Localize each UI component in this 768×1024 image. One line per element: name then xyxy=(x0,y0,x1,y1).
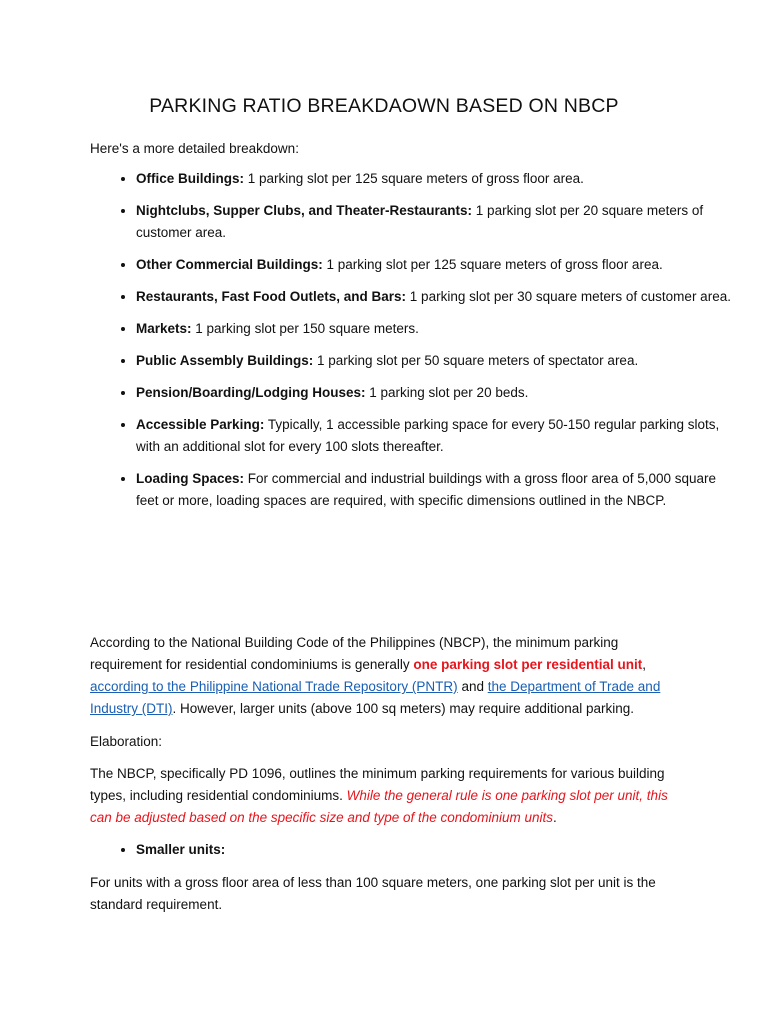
paragraph-text: . xyxy=(553,810,557,825)
pntr-link[interactable]: according to the Philippine National Trade Repository (PNTR) xyxy=(90,679,458,694)
item-text: 1 parking slot per 20 square meters of customer area. xyxy=(136,203,704,240)
highlight-text: While the general rule is one parking slot per unit, this can be adjusted based on the specific size and type of the condominium units xyxy=(90,788,668,825)
item-label: Nightclubs, Supper Clubs, and Theater-Restaurants: xyxy=(136,203,473,218)
page-title: PARKING RATIO BREAKDAOWN BASED ON NBCP xyxy=(149,95,619,117)
item-label: Office Buildings: xyxy=(136,171,244,186)
item-text: 1 parking slot per 20 beds. xyxy=(365,385,529,400)
item-label: Pension/Boarding/Lodging Houses: xyxy=(136,385,366,400)
item-label: Public Assembly Buildings: xyxy=(136,353,314,368)
list-item xyxy=(136,318,736,340)
item-text: 1 parking slot per 30 square meters of customer area. xyxy=(406,289,731,304)
item-text: 1 parking slot per 150 square meters. xyxy=(191,321,419,336)
separator-text: , xyxy=(642,657,646,672)
smaller-units-list xyxy=(90,839,225,861)
paragraph-text: . However, larger units (above 100 sq meters) may require additional parking. xyxy=(172,701,634,716)
list-item xyxy=(136,350,736,372)
list-item xyxy=(136,414,736,458)
list-item xyxy=(136,254,736,276)
item-text: 1 parking slot per 50 square meters of spectator area. xyxy=(313,353,639,368)
item-label: Other Commercial Buildings: xyxy=(136,257,323,272)
list-item xyxy=(136,468,736,512)
paragraph-text: According to the National Building Code of the Philippines (NBCP), the minimum parking requirement for residential condominiums is generally xyxy=(90,635,619,672)
list-item xyxy=(136,382,736,404)
residential-paragraph xyxy=(90,632,680,720)
parking-ratio-list xyxy=(90,168,736,522)
highlight-text: one parking slot per residential unit xyxy=(413,657,643,672)
nbcp-paragraph xyxy=(90,763,680,829)
list-item: • Smaller units: xyxy=(136,839,225,861)
separator-text: and xyxy=(457,679,488,694)
item-text: For commercial and industrial buildings with a gross floor area of 5,000 square feet or more, loading spaces are required, with specific dimensions outlined in the NBCP. xyxy=(136,471,717,508)
item-label: Markets: xyxy=(136,321,192,336)
smaller-units-paragraph: For units with a gross floor area of less than 100 square meters, one parking slot per unit is the standard requirement. xyxy=(90,875,656,912)
list-item xyxy=(136,286,736,308)
item-label: Accessible Parking: xyxy=(136,417,265,432)
item-label: Loading Spaces: xyxy=(136,471,245,486)
item-text: Typically, 1 accessible parking space for every 50-150 regular parking slots, with an additional slot for every 100 slots thereafter. xyxy=(136,417,720,454)
list-item xyxy=(136,200,736,244)
dti-link[interactable]: the Department of Trade and Industry (DTI) xyxy=(90,679,661,716)
paragraph-text: The NBCP, specifically PD 1096, outlines the minimum parking requirements for various building types, including residential condominiums. xyxy=(90,766,665,803)
item-text: 1 parking slot per 125 square meters of gross floor area. xyxy=(244,171,584,186)
list-item xyxy=(136,168,736,190)
intro-text: Here's a more detailed breakdown: xyxy=(90,141,299,156)
elaboration-heading: Elaboration: xyxy=(90,734,163,749)
item-label: Restaurants, Fast Food Outlets, and Bars: xyxy=(136,289,407,304)
item-text: 1 parking slot per 125 square meters of gross floor area. xyxy=(322,257,663,272)
